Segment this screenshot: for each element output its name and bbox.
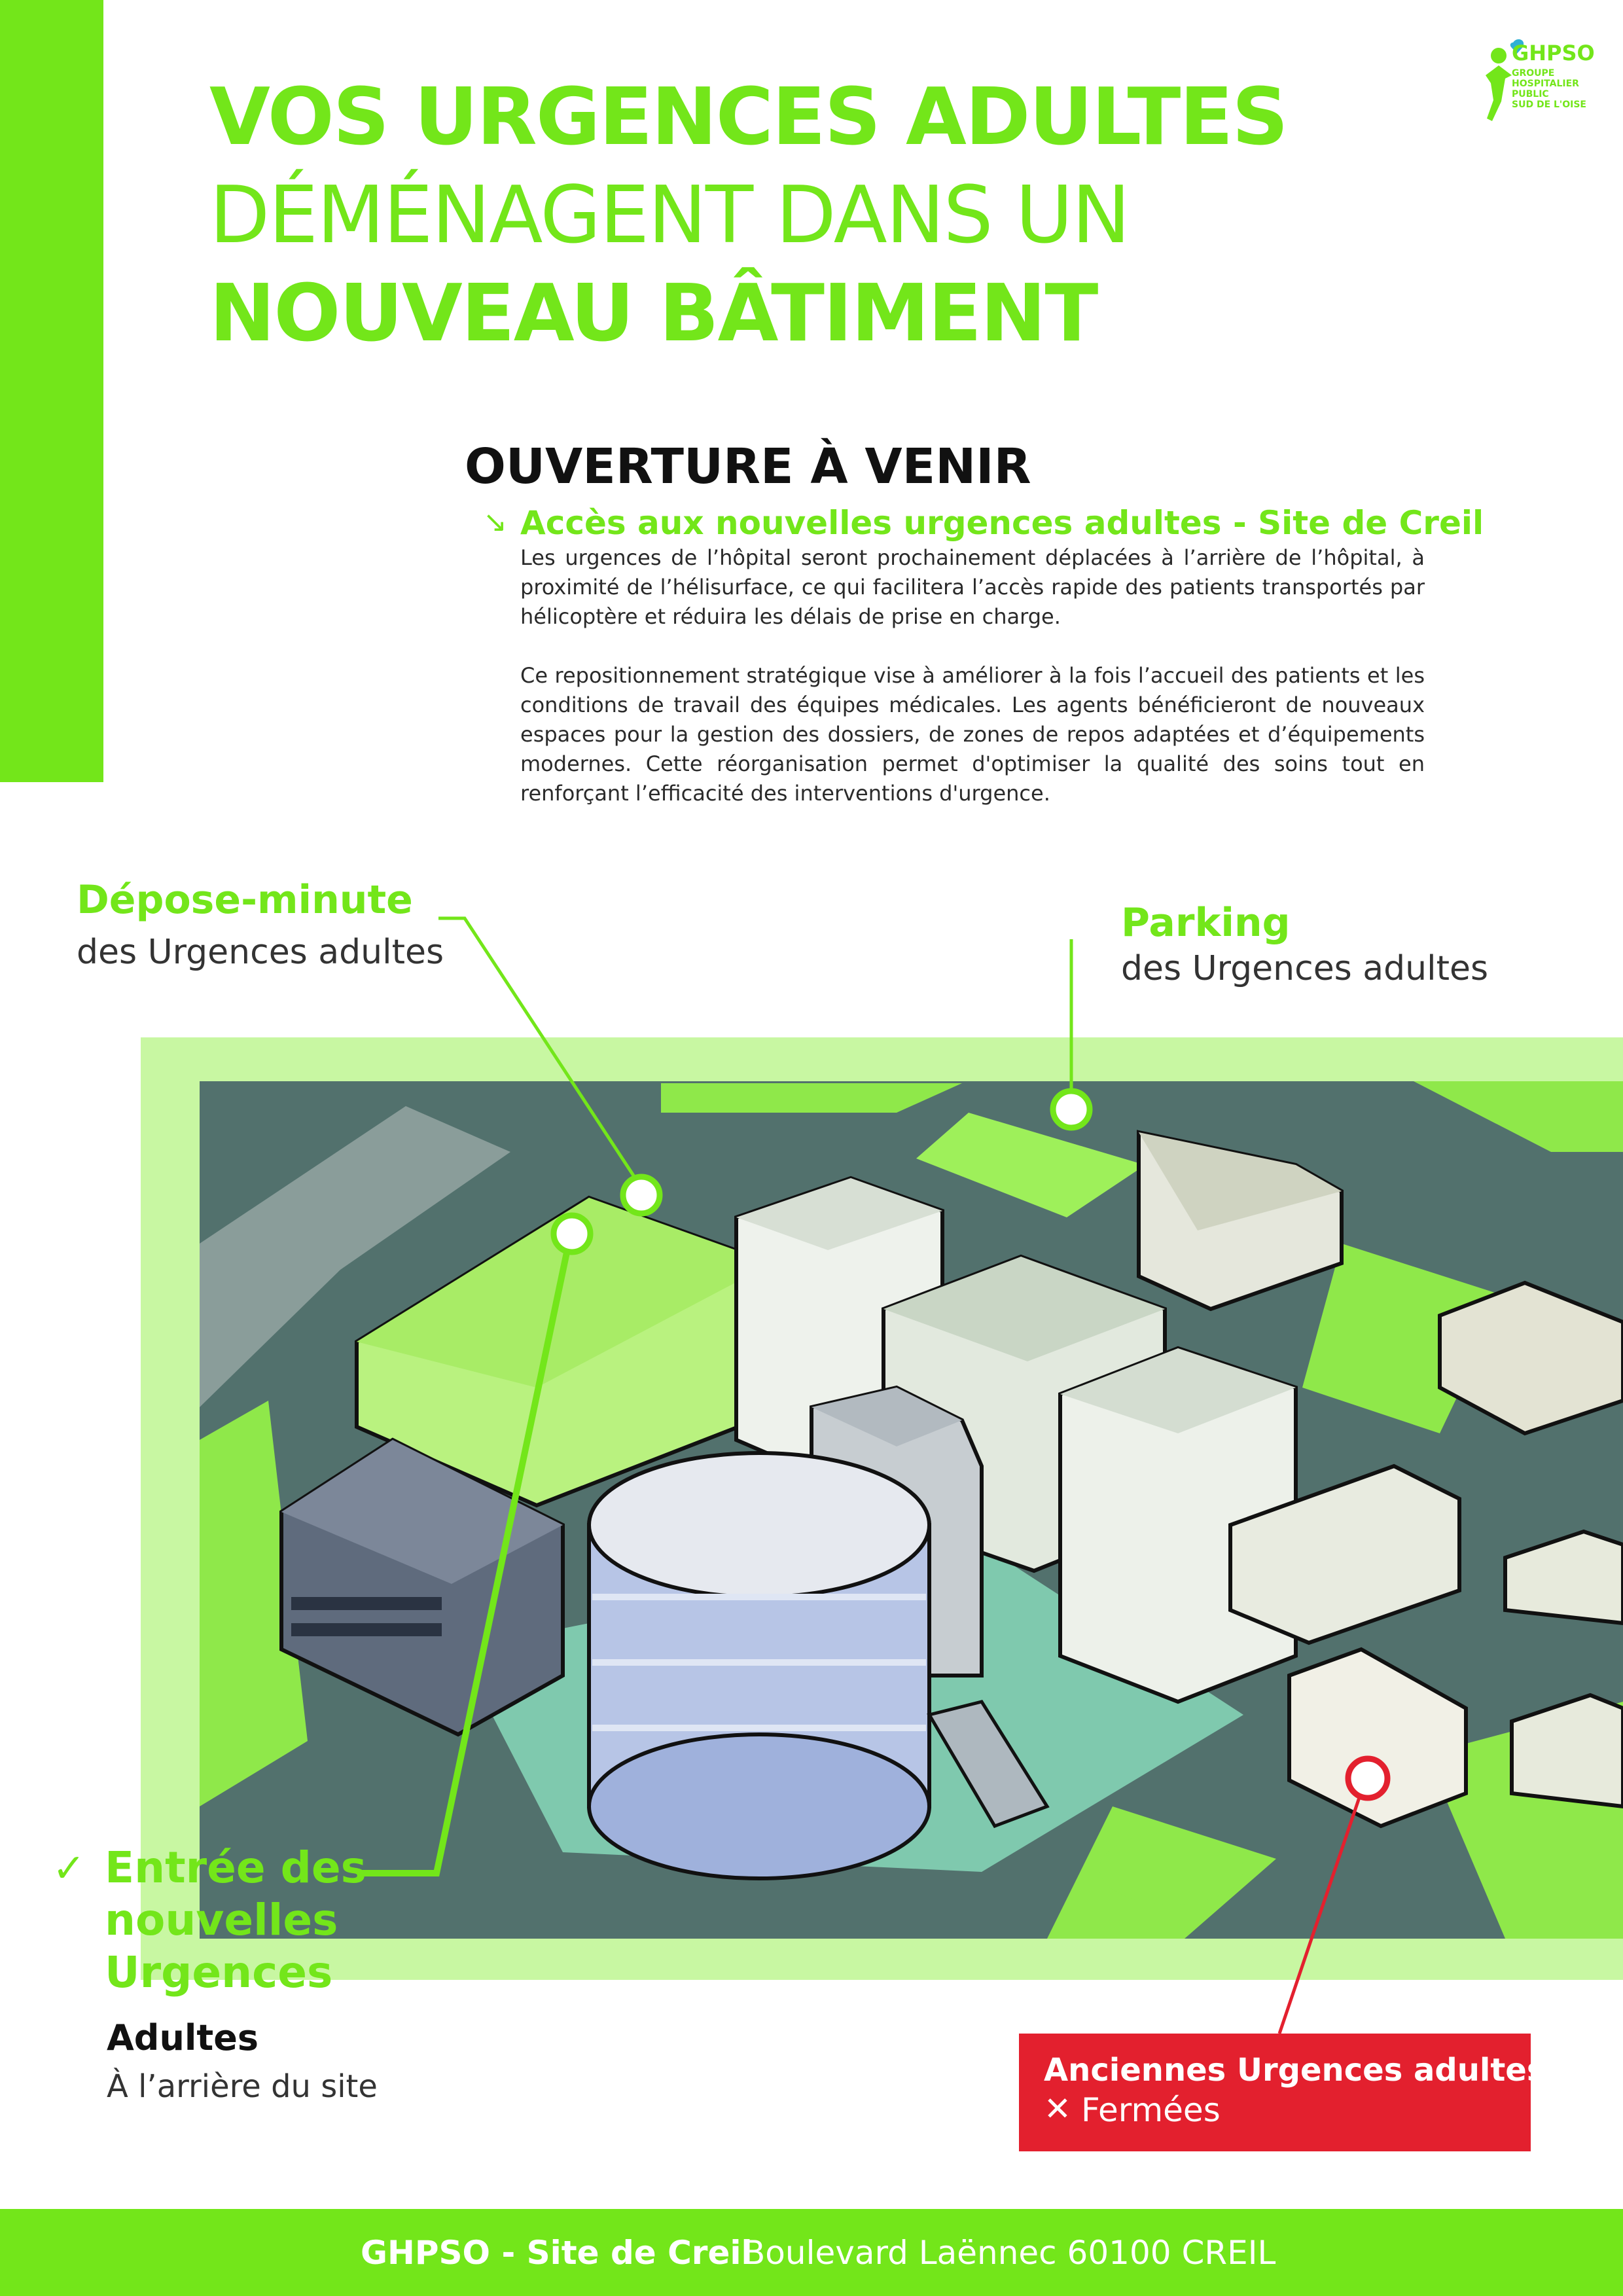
old-emergency-title: Anciennes Urgences adultes: [1044, 2052, 1546, 2089]
old-emergency-status: Fermées: [1081, 2091, 1221, 2129]
callout-entree-subtitle: À l’arrière du site: [107, 2068, 378, 2105]
close-x-icon: ✕: [1044, 2090, 1071, 2128]
logo-subtitle-line: GROUPE: [1512, 68, 1555, 79]
paragraph-2: Ce repositionnement stratégique vise à améliorer à la fois l’accueil des patients et les conditions de travail des équipes médicales. Les agents bénéficieront de nouveaux espaces pour la gestion des dossiers, de zones de repos adaptées et d’équipements modernes. Cette réorganisation permet d'optimiser la qualité des soins tout en renforçant l’efficacité des interventions d'urgence.: [520, 663, 1425, 806]
footer-site-name: GHPSO - Site de Creil: [361, 2234, 753, 2272]
callout-parking-title: Parking: [1121, 900, 1291, 946]
logo-name: GHPSO: [1512, 41, 1595, 65]
callout-entree-bold: Adultes: [107, 2017, 259, 2058]
logo-subtitle-line: HOSPITALIER: [1512, 79, 1579, 89]
logo-subtitle-line: PUBLIC: [1512, 89, 1549, 99]
title-line-3: NOUVEAU BÂTIMENT: [209, 268, 1097, 359]
footer-bar: [0, 2209, 1623, 2296]
section-subheading: Accès aux nouvelles urgences adultes - Site de Creil: [520, 504, 1484, 542]
callout-entree-line: nouvelles: [105, 1895, 338, 1945]
title-line-2: DÉMÉNAGENT DANS UN: [209, 170, 1130, 261]
arrow-down-right-icon: ↘: [483, 505, 507, 539]
callout-parking-subtitle: des Urgences adultes: [1121, 949, 1489, 988]
title-line-1: VOS URGENCES ADULTES: [209, 72, 1287, 163]
callout-depose-subtitle: des Urgences adultes: [77, 933, 444, 972]
logo-subtitle-line: SUD DE L'OISE: [1512, 99, 1586, 110]
callout-entree-line: Entrée des: [105, 1842, 366, 1893]
callout-depose-title: Dépose-minute: [77, 877, 413, 923]
paragraph-1: Les urgences de l’hôpital seront prochainement déplacées à l’arrière de l’hôpital, à proximité de l’hélisurface, ce qui facilitera l’accès rapide des patients transportés par hélicoptère et réduira les délais de prise en charge.: [520, 545, 1425, 629]
section-heading: OUVERTURE À VENIR: [465, 439, 1031, 495]
callout-entree-line: Urgences: [105, 1947, 333, 1998]
check-icon: ✓: [52, 1846, 86, 1892]
footer-address: Boulevard Laënnec 60100 CREIL: [743, 2234, 1276, 2272]
old-emergency-box: [1019, 2034, 1546, 2151]
